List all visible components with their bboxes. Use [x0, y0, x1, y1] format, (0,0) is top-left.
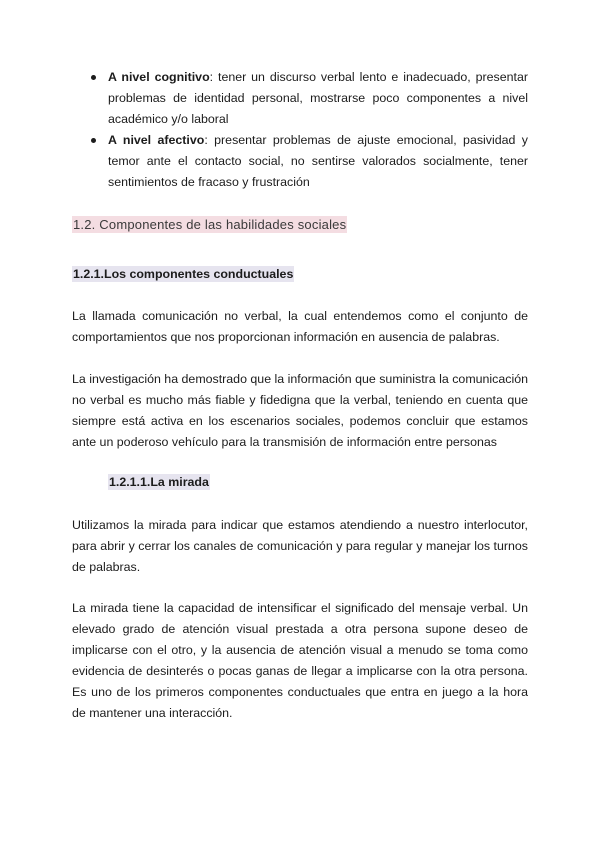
bullet-text: : presentar problemas de ajuste emocional, pasividad y temor ante el contacto social, no sentirse valorados socialmente, tener sentimientos de fracaso y frustración	[108, 133, 528, 189]
subsubsection-heading	[108, 472, 210, 492]
section-heading	[72, 214, 347, 236]
list-item	[88, 67, 528, 130]
subsection-heading	[72, 264, 294, 284]
section-heading-text: 1.2. Componentes de las habilidades sociales	[73, 217, 347, 232]
bullet-term: A nivel afectivo	[108, 133, 205, 147]
paragraph: Utilizamos la mirada para indicar que estamos atendiendo a nuestro interlocutor, para abrir y cerrar los canales de comunicación y para regular y manejar los turnos de palabras.	[72, 518, 528, 574]
subsection-heading-text: 1.2.1.Los componentes conductuales	[73, 267, 294, 281]
bullet-icon	[91, 138, 96, 143]
list-item	[88, 130, 528, 193]
subsubsection-heading-text: 1.2.1.1.La mirada	[109, 475, 209, 489]
paragraph: La llamada comunicación no verbal, la cual entendemos como el conjunto de comportamientos que nos proporcionan información en ausencia de palabras.	[72, 309, 528, 344]
bullet-text: : tener un discurso verbal lento e inadecuado, presentar problemas de identidad personal, mostrarse poco componentes a nivel académico y/o laboral	[108, 70, 528, 126]
paragraph: La investigación ha demostrado que la información que suministra la comunicación no verbal es mucho más fiable y fidedigna que la verbal, teniendo en cuenta que siempre está activa en los escenarios sociales, podemos concluir que estamos ante un poderoso vehículo para la transmisión de información entre personas	[72, 372, 528, 449]
bullet-term: A nivel cognitivo	[108, 70, 210, 84]
bullet-icon	[91, 75, 96, 80]
paragraph: La mirada tiene la capacidad de intensificar el significado del mensaje verbal. Un elevado grado de atención visual prestada a otra persona supone deseo de implicarse con el otro, y la ausencia de atención visual a menudo se toma como evidencia de desinterés o pocas ganas de llegar a implicarse con la otra persona. Es uno de los primeros componentes conductuales que entra en juego a la hora de mantener una interacción.	[72, 601, 528, 720]
bullet-list	[88, 67, 528, 193]
